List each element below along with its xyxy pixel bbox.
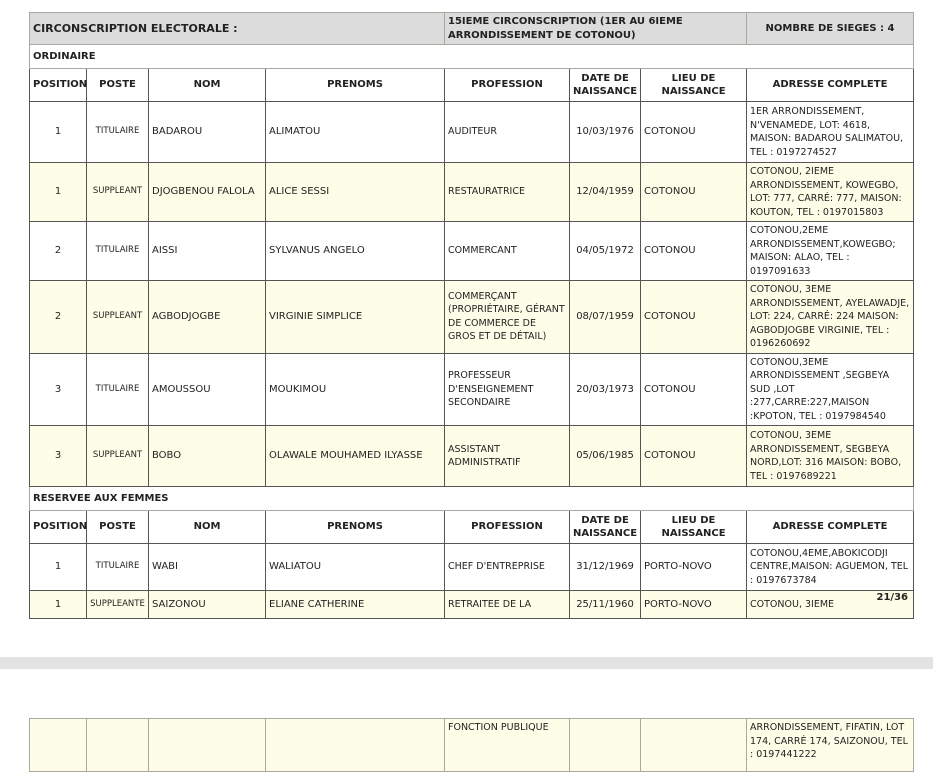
- cell-adresse: 1ER ARRONDISSEMENT, N'VENAMEDE, LOT: 4618, MAISON: BADAROU SALIMATOU, TEL : 0197274527: [747, 102, 914, 163]
- continuation-table: [29, 718, 914, 772]
- table-row: [30, 591, 914, 619]
- cell-lieu: PORTO-NOVO: [641, 591, 747, 619]
- circonscription-header: [30, 13, 914, 45]
- cell-lieu: COTONOU: [641, 102, 747, 163]
- cell-lieu: [641, 719, 747, 772]
- cell-position: 1: [30, 163, 87, 222]
- cell-date: [570, 719, 641, 772]
- cell-prenoms: WALIATOU: [266, 544, 445, 591]
- cell-nom: DJOGBENOU FALOLA: [149, 163, 266, 222]
- cell-prenoms: OLAWALE MOUHAMED ILYASSE: [266, 426, 445, 487]
- cell-prenoms: ELIANE CATHERINE: [266, 591, 445, 619]
- cell-nom: [149, 719, 266, 772]
- cell-nom: SAIZONOU: [149, 591, 266, 619]
- column-header-adresse: ADRESSE COMPLETE: [747, 511, 914, 544]
- table-row: [30, 163, 914, 222]
- cell-adresse: ARRONDISSEMENT, FIFATIN, LOT 174, CARRÉ 174, SAIZONOU, TEL : 0197441222: [747, 719, 914, 772]
- cell-poste: SUPPLEANT: [87, 426, 149, 487]
- table-row: [30, 222, 914, 281]
- cell-date: 31/12/1969: [570, 544, 641, 591]
- column-header-row: [30, 511, 914, 544]
- section-title-row: [30, 487, 914, 511]
- column-header-prenoms: PRENOMS: [266, 511, 445, 544]
- column-header-profession: PROFESSION: [445, 69, 570, 102]
- column-header-date: DATE DE NAISSANCE: [570, 511, 641, 544]
- cell-position: 1: [30, 591, 87, 619]
- cell-adresse: COTONOU,2EME ARRONDISSEMENT,KOWEGBO; MAISON: ALAO, TEL : 0197091633: [747, 222, 914, 281]
- cell-date: 25/11/1960: [570, 591, 641, 619]
- cell-adresse: COTONOU,3EME ARRONDISSEMENT ,SEGBEYA SUD ,LOT :277,CARRE:227,MAISON :KPOTON, TEL : 0197984540: [747, 353, 914, 426]
- cell-poste: SUPPLEANT: [87, 281, 149, 354]
- cell-profession: COMMERCANT: [445, 222, 570, 281]
- table-row: [30, 102, 914, 163]
- cell-lieu: COTONOU: [641, 163, 747, 222]
- cell-profession: RESTAURATRICE: [445, 163, 570, 222]
- cell-adresse: COTONOU, 3IEME: [747, 591, 914, 619]
- seats-count: NOMBRE DE SIEGES : 4: [747, 13, 914, 45]
- cell-nom: WABI: [149, 544, 266, 591]
- cell-position: 2: [30, 281, 87, 354]
- page-number: 21/36: [876, 592, 908, 603]
- column-header-position: POSITION: [30, 511, 87, 544]
- cell-adresse: COTONOU,4EME,ABOKICODJI CENTRE,MAISON: AGUEMON, TEL : 0197673784: [747, 544, 914, 591]
- cell-prenoms: [266, 719, 445, 772]
- cell-date: 10/03/1976: [570, 102, 641, 163]
- document-page: [29, 12, 913, 619]
- cell-nom: BADAROU: [149, 102, 266, 163]
- cell-date: 08/07/1959: [570, 281, 641, 354]
- cell-nom: AISSI: [149, 222, 266, 281]
- cell-date: 12/04/1959: [570, 163, 641, 222]
- cell-position: [30, 719, 87, 772]
- cell-poste: TITULAIRE: [87, 353, 149, 426]
- column-header-row: [30, 69, 914, 102]
- page-separator: [0, 657, 933, 669]
- column-header-lieu: LIEU DE NAISSANCE: [641, 511, 747, 544]
- table-row: [30, 353, 914, 426]
- cell-prenoms: SYLVANUS ANGELO: [266, 222, 445, 281]
- cell-profession: RETRAITEE DE LA: [445, 591, 570, 619]
- circonscription-value: 15IEME CIRCONSCRIPTION (1ER AU 6IEME ARRONDISSEMENT DE COTONOU): [445, 13, 747, 45]
- cell-position: 1: [30, 102, 87, 163]
- cell-lieu: COTONOU: [641, 353, 747, 426]
- cell-adresse: COTONOU, 3EME ARRONDISSEMENT, AYELAWADJE, LOT: 224, CARRÉ: 224 MAISON: AGBODJOGBE VIRGINIE, TEL : 0196260692: [747, 281, 914, 354]
- cell-nom: BOBO: [149, 426, 266, 487]
- cell-position: 1: [30, 544, 87, 591]
- column-header-date: DATE DE NAISSANCE: [570, 69, 641, 102]
- cell-date: 20/03/1973: [570, 353, 641, 426]
- column-header-lieu: LIEU DE NAISSANCE: [641, 69, 747, 102]
- column-header-profession: PROFESSION: [445, 511, 570, 544]
- cell-profession: ASSISTANT ADMINISTRATIF: [445, 426, 570, 487]
- cell-profession: CHEF D'ENTREPRISE: [445, 544, 570, 591]
- cell-poste: [87, 719, 149, 772]
- cell-poste: TITULAIRE: [87, 222, 149, 281]
- table-row: [30, 281, 914, 354]
- column-header-position: POSITION: [30, 69, 87, 102]
- cell-prenoms: VIRGINIE SIMPLICE: [266, 281, 445, 354]
- cell-nom: AGBODJOGBE: [149, 281, 266, 354]
- table-row: [30, 544, 914, 591]
- cell-lieu: COTONOU: [641, 426, 747, 487]
- cell-poste: TITULAIRE: [87, 102, 149, 163]
- column-header-poste: POSTE: [87, 69, 149, 102]
- cell-profession: AUDITEUR: [445, 102, 570, 163]
- column-header-poste: POSTE: [87, 511, 149, 544]
- cell-profession: COMMERÇANT (PROPRIÉTAIRE, GÉRANT DE COMMERCE DE GROS ET DE DÉTAIL): [445, 281, 570, 354]
- column-header-prenoms: PRENOMS: [266, 69, 445, 102]
- cell-date: 04/05/1972: [570, 222, 641, 281]
- column-header-nom: NOM: [149, 69, 266, 102]
- candidates-table: [29, 12, 914, 619]
- cell-profession: PROFESSEUR D'ENSEIGNEMENT SECONDAIRE: [445, 353, 570, 426]
- cell-date: 05/06/1985: [570, 426, 641, 487]
- cell-adresse: COTONOU, 2IEME ARRONDISSEMENT, KOWEGBO, LOT: 777, CARRÉ: 777, MAISON: KOUTON, TEL : 0197015803: [747, 163, 914, 222]
- section-title-row: [30, 45, 914, 69]
- cell-position: 3: [30, 426, 87, 487]
- circonscription-label: CIRCONSCRIPTION ELECTORALE :: [30, 13, 445, 45]
- cell-lieu: COTONOU: [641, 281, 747, 354]
- cell-position: 2: [30, 222, 87, 281]
- cell-lieu: COTONOU: [641, 222, 747, 281]
- cell-profession: FONCTION PUBLIQUE: [445, 719, 570, 772]
- cell-position: 3: [30, 353, 87, 426]
- cell-prenoms: MOUKIMOU: [266, 353, 445, 426]
- cell-lieu: PORTO-NOVO: [641, 544, 747, 591]
- section-title: ORDINAIRE: [30, 45, 914, 69]
- table-row: [30, 426, 914, 487]
- cell-prenoms: ALIMATOU: [266, 102, 445, 163]
- cell-nom: AMOUSSOU: [149, 353, 266, 426]
- cell-prenoms: ALICE SESSI: [266, 163, 445, 222]
- cell-adresse: COTONOU, 3EME ARRONDISSEMENT, SEGBEYA NORD,LOT: 316 MAISON: BOBO, TEL : 0197689221: [747, 426, 914, 487]
- document-page-continued: [29, 718, 913, 772]
- column-header-adresse: ADRESSE COMPLETE: [747, 69, 914, 102]
- table-row: [30, 719, 914, 772]
- section-title: RESERVEE AUX FEMMES: [30, 487, 914, 511]
- cell-poste: SUPPLEANTE: [87, 591, 149, 619]
- column-header-nom: NOM: [149, 511, 266, 544]
- cell-poste: SUPPLEANT: [87, 163, 149, 222]
- cell-poste: TITULAIRE: [87, 544, 149, 591]
